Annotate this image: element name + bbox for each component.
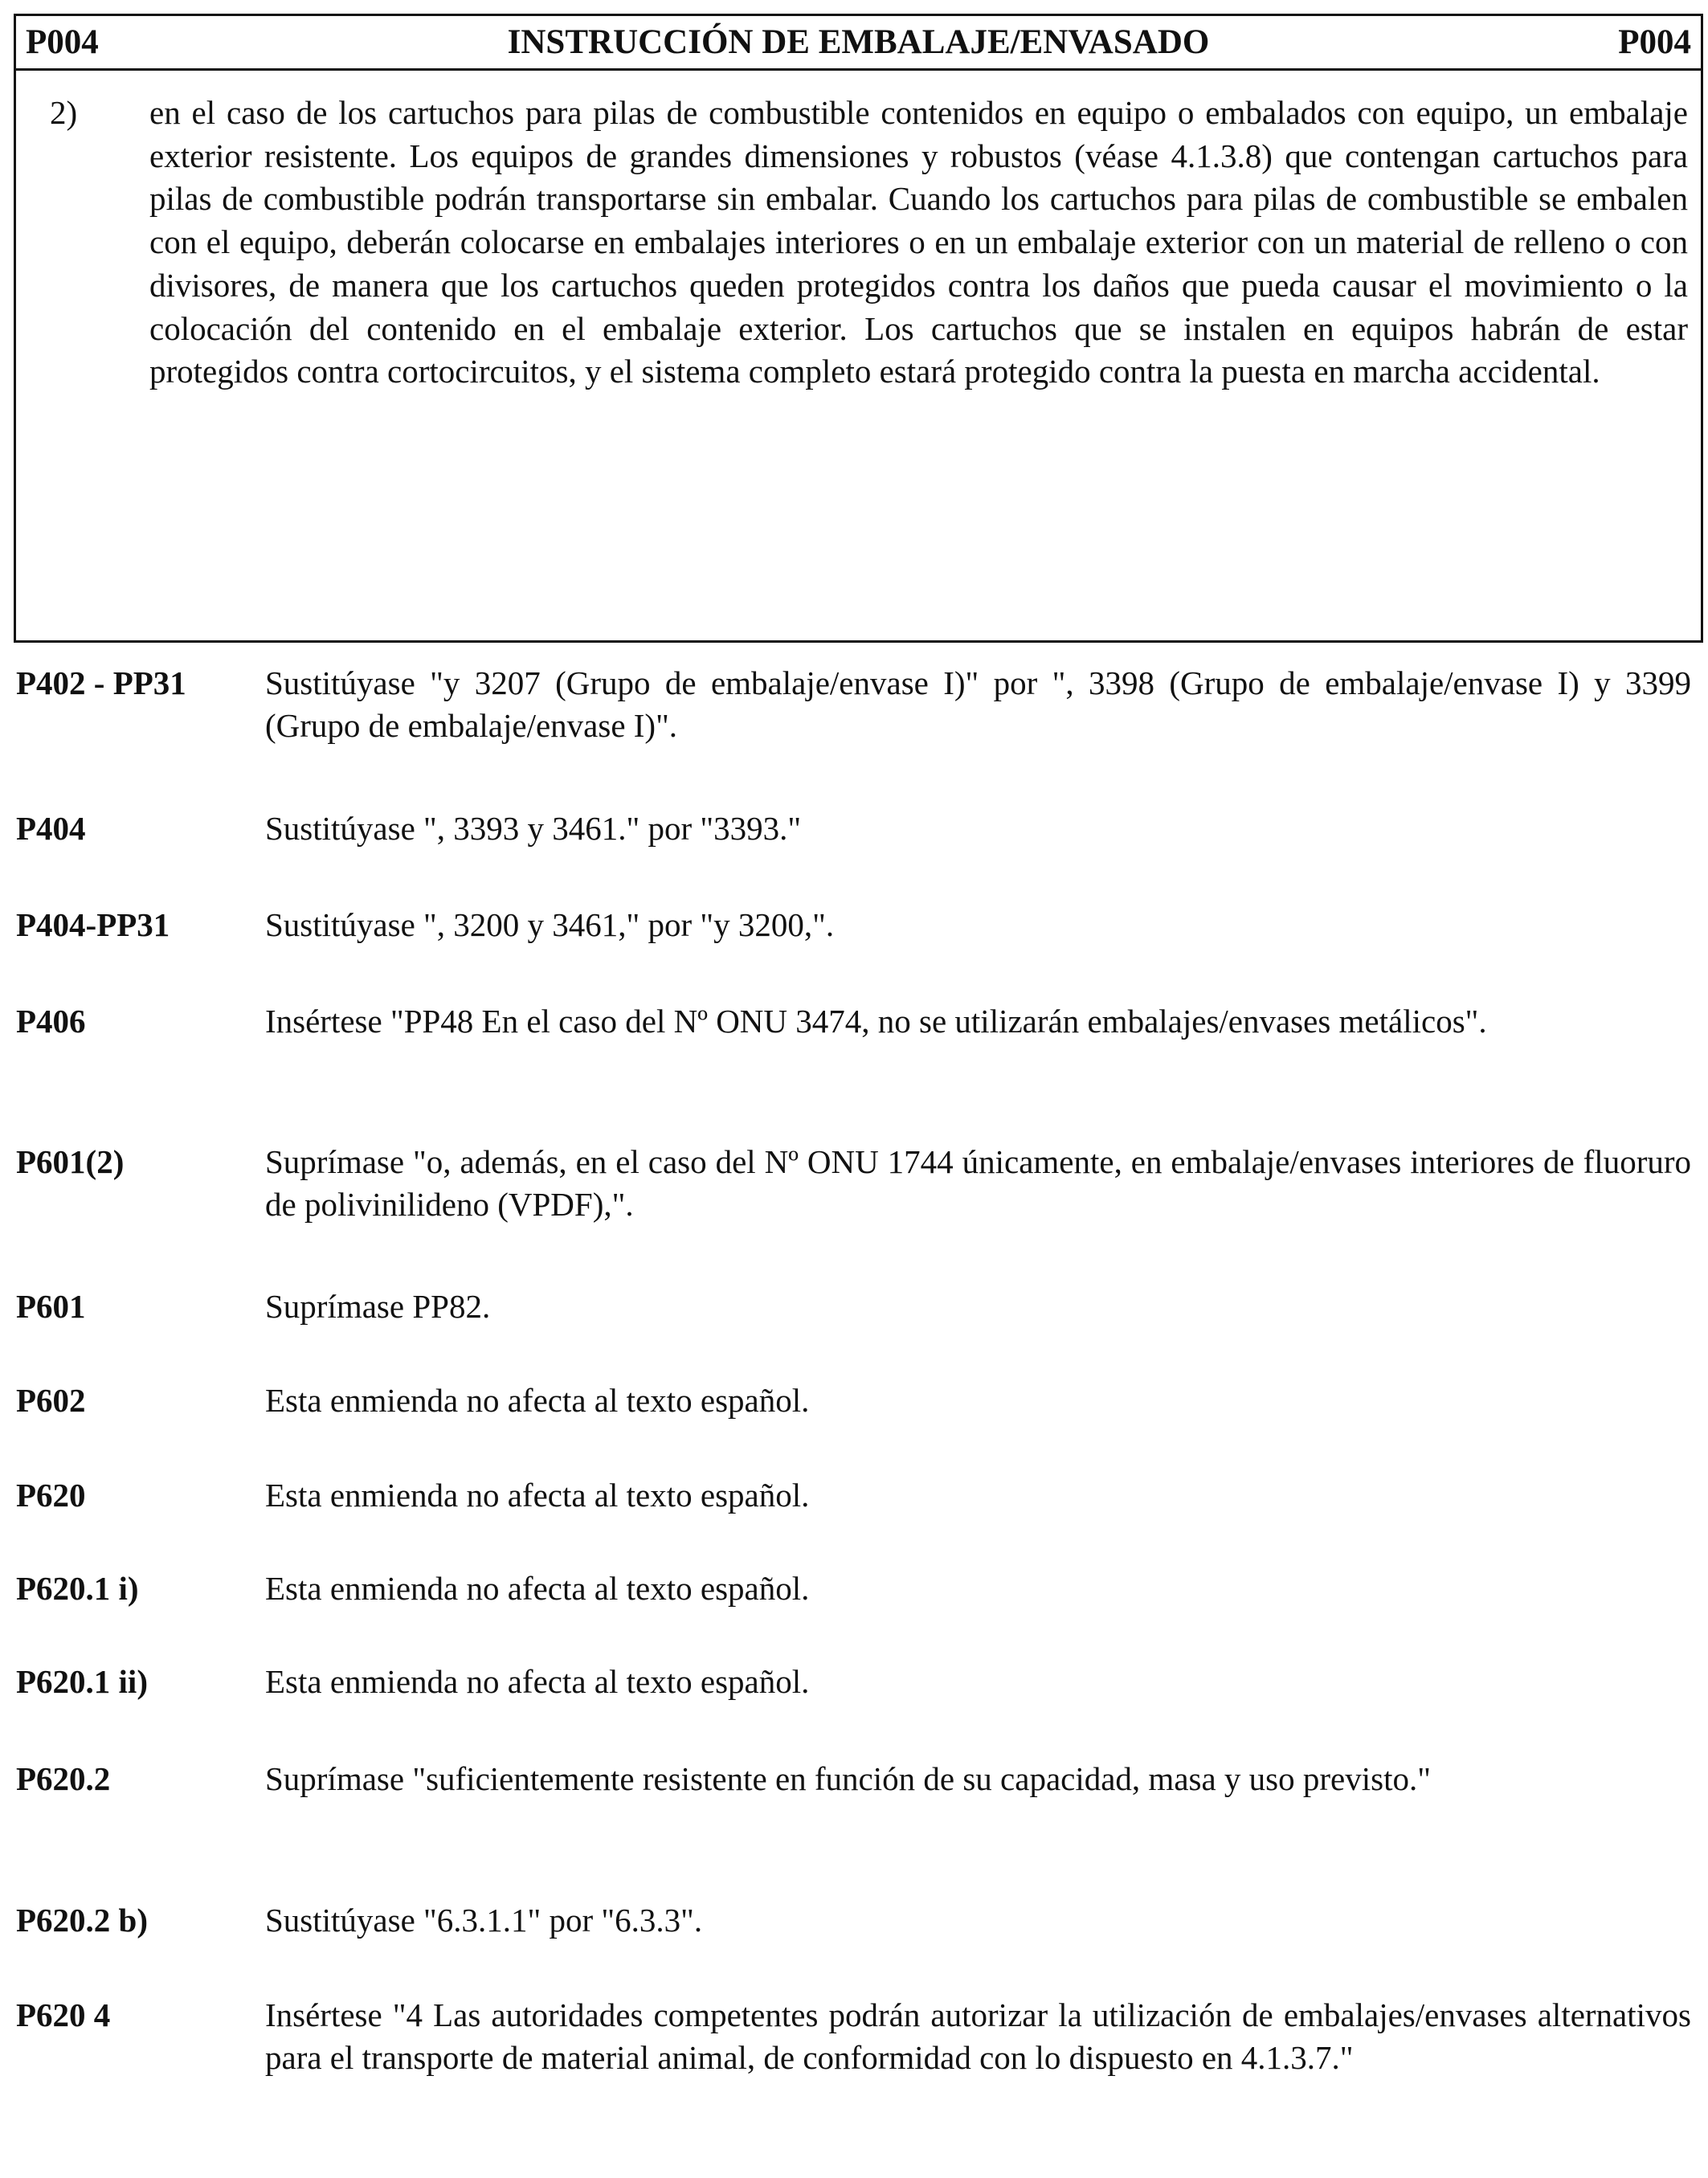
- amendment-text: Esta enmienda no afecta al texto español.: [265, 1477, 810, 1514]
- amendment-text: Sustitúyase "6.3.1.1" por "6.3.3".: [265, 1902, 703, 1939]
- item-number: 2): [50, 94, 78, 131]
- amendment-text: Suprímase "o, además, en el caso del Nº ONU 1744 únicamente, en embalaje/envases interiores de fluoruro de polivinilideno (VPDF),".: [265, 1143, 1691, 1223]
- amendment-code: P406: [16, 1003, 86, 1040]
- amendment-code: P402 - PP31: [16, 664, 186, 701]
- amendment-text: Suprímase PP82.: [265, 1288, 491, 1325]
- item-text: en el caso de los cartuchos para pilas de combustible contenidos en equipo o embalados con equipo, un embalaje exterior resistente. Los equipos de grandes dimensiones y robustos (véase 4.1.3.8) que contengan cartuchos para pilas de combustible podrán transportarse sin embalar. Cuando los cartuchos para pilas de combustible se embalen con el equipo, deberán colocarse en embalajes interiores o en un embalaje exterior con un material de relleno o con divisores, de manera que los cartuchos queden protegidos contra los daños que pueda causar el movimiento o la colocación del contenido en el embalaje exterior. Los cartuchos que se instalen en equipos habrán de estar protegidos contra cortocircuitos, y el sistema completo estará protegido contra la puesta en marcha accidental.: [149, 94, 1688, 390]
- amendment-text: Esta enmienda no afecta al texto español.: [265, 1570, 810, 1607]
- amendment-code: P620.1 i): [16, 1570, 139, 1607]
- amendment-code: P601(2): [16, 1143, 125, 1180]
- amendment-code: P602: [16, 1382, 86, 1419]
- amendment-text: Esta enmienda no afecta al texto español.: [265, 1663, 810, 1700]
- amendment-text: Esta enmienda no afecta al texto español.: [265, 1382, 810, 1419]
- amendment-text: Insértese "4 Las autoridades competentes podrán autorizar la utilización de embalajes/envases alternativos para el transporte de material animal, de conformidad con lo dispuesto en 4.1.3.7.": [265, 1996, 1691, 2076]
- packing-instruction-code-left: P004: [26, 23, 99, 61]
- amendment-text: Suprímase "suficientemente resistente en función de su capacidad, masa y uso previsto.": [265, 1760, 1431, 1797]
- amendment-code: P620.2: [16, 1760, 111, 1797]
- amendment-code: P620: [16, 1477, 86, 1514]
- packing-instruction-header: [16, 16, 1701, 71]
- amendment-text: Insértese "PP48 En el caso del Nº ONU 3474, no se utilizarán embalajes/envases metálicos".: [265, 1003, 1487, 1040]
- packing-instruction-code-right: P004: [1618, 23, 1691, 61]
- packing-instruction-box: [14, 14, 1703, 643]
- amendment-code: P620.1 ii): [16, 1663, 148, 1700]
- amendment-text: Sustitúyase ", 3200 y 3461," por "y 3200,".: [265, 906, 835, 943]
- amendment-code: P404: [16, 810, 86, 847]
- amendment-text: Sustitúyase "y 3207 (Grupo de embalaje/envase I)" por ", 3398 (Grupo de embalaje/envase I) y 3399 (Grupo de embalaje/envase I)".: [265, 664, 1691, 744]
- amendment-code: P620 4: [16, 1996, 111, 2033]
- amendment-text: Sustitúyase ", 3393 y 3461." por "3393.": [265, 810, 802, 847]
- packing-instruction-title: INSTRUCCIÓN DE EMBALAJE/ENVASADO: [507, 23, 1210, 61]
- amendment-code: P404-PP31: [16, 906, 170, 943]
- amendment-code: P620.2 b): [16, 1902, 148, 1939]
- amendment-code: P601: [16, 1288, 86, 1325]
